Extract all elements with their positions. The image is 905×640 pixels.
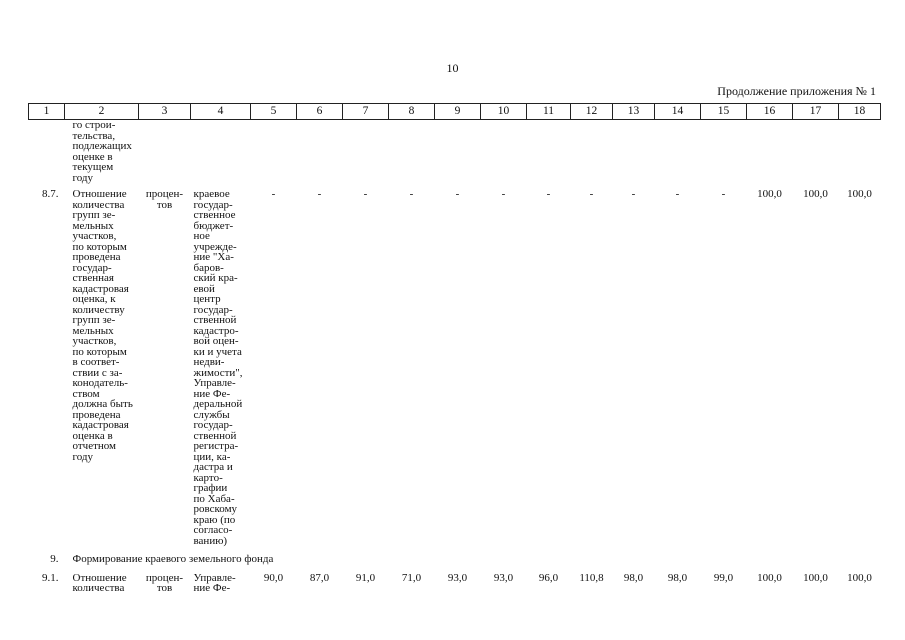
value-col-10: - (501, 188, 506, 200)
column-header-12: 12 (571, 104, 613, 120)
table-row (29, 183, 881, 546)
column-header-15: 15 (701, 104, 747, 120)
unit-of-measure (139, 120, 191, 184)
responsible-executor: краевое государ- ственное бюджет- ное учрежде- ние "Ха- баров- ский кра- евой центр государ- ственной кадастро- вой оцен- ки и учета недви- жимости", Управле- ние Фе- деральной службы государ- ственной регистра- ции, ка- дастра и карто- графии по Хаба- ровскому краю (по согласо- ванию) (193, 188, 243, 547)
row-number: 8.7. (42, 188, 59, 200)
section-title: Формирование краевого земельного фонда (72, 553, 274, 565)
value-col-5 (251, 120, 297, 184)
column-header-5: 5 (251, 104, 297, 120)
indicator-name: Отношение количества (72, 571, 127, 594)
value-col-13 (613, 120, 655, 184)
column-header-2: 2 (65, 104, 139, 120)
value-col-18 (839, 120, 881, 184)
responsible-executor (191, 120, 251, 184)
table-row (29, 565, 881, 594)
row-number: 9.1. (42, 571, 59, 584)
indicator-name: Отношение количества групп зе- мельных участков, по которым проведена государ- ственная кадастровая оценка, к количеству групп зе- мельных участков, по которым в соответ- ствии с за- конодатель- ством должна быть проведена кадастровая оценка в отчетном году (72, 188, 133, 463)
value-col-17: 100,0 (803, 571, 828, 584)
column-header-11: 11 (527, 104, 571, 120)
value-col-13: 98,0 (623, 571, 644, 584)
unit-of-measure: процен- тов (145, 188, 184, 211)
row-number (29, 120, 65, 184)
value-col-17: 100,0 (803, 188, 828, 200)
column-header-10: 10 (481, 104, 527, 120)
value-col-15: - (721, 188, 726, 200)
section-row (29, 546, 881, 565)
value-col-16: 100,0 (757, 188, 782, 200)
column-header-8: 8 (389, 104, 435, 120)
table-row (29, 120, 881, 184)
value-col-9 (435, 120, 481, 184)
column-header-1: 1 (29, 104, 65, 120)
data-table (28, 103, 881, 594)
column-header-6: 6 (297, 104, 343, 120)
value-col-14 (655, 120, 701, 184)
value-col-8 (389, 120, 435, 184)
value-col-18: 100,0 (847, 571, 872, 584)
value-col-14: - (675, 188, 680, 200)
value-col-15: 99,0 (713, 571, 734, 584)
value-col-8: 71,0 (401, 571, 422, 584)
value-col-9: - (455, 188, 460, 200)
value-col-11: 96,0 (538, 571, 559, 584)
value-col-7: - (363, 188, 368, 200)
value-col-9: 93,0 (447, 571, 468, 584)
value-col-7 (343, 120, 389, 184)
value-col-10 (481, 120, 527, 184)
section-number: 9. (50, 553, 59, 565)
value-col-5: 90,0 (263, 571, 284, 584)
column-header-13: 13 (613, 104, 655, 120)
value-col-11 (527, 120, 571, 184)
value-col-11: - (546, 188, 551, 200)
value-col-14: 98,0 (667, 571, 688, 584)
column-header-7: 7 (343, 104, 389, 120)
value-col-16 (747, 120, 793, 184)
unit-of-measure: процен- тов (145, 571, 184, 594)
value-col-12: 110,8 (579, 571, 604, 584)
column-header-3: 3 (139, 104, 191, 120)
value-col-6 (297, 120, 343, 184)
value-col-6: 87,0 (309, 571, 330, 584)
column-header-14: 14 (655, 104, 701, 120)
value-col-10: 93,0 (493, 571, 514, 584)
indicator-name: го строи- тельства, подлежащих оценке в текущем году (72, 119, 132, 184)
value-col-12: - (589, 188, 594, 200)
page-number: 10 (446, 61, 459, 75)
value-col-8: - (409, 188, 414, 200)
value-col-15 (701, 120, 747, 184)
value-col-12 (571, 120, 613, 184)
continuation-label: Продолжение приложения № 1 (717, 84, 876, 98)
column-header-row (29, 104, 881, 120)
value-col-13: - (631, 188, 636, 200)
column-header-18: 18 (839, 104, 881, 120)
value-col-16: 100,0 (757, 571, 782, 584)
column-header-4: 4 (191, 104, 251, 120)
value-col-18: 100,0 (847, 188, 872, 200)
responsible-executor: Управле- ние Фе- (193, 571, 236, 594)
value-col-17 (793, 120, 839, 184)
value-col-7: 91,0 (355, 571, 376, 584)
column-header-17: 17 (793, 104, 839, 120)
value-col-5: - (271, 188, 276, 200)
value-col-6: - (317, 188, 322, 200)
column-header-9: 9 (435, 104, 481, 120)
column-header-16: 16 (747, 104, 793, 120)
